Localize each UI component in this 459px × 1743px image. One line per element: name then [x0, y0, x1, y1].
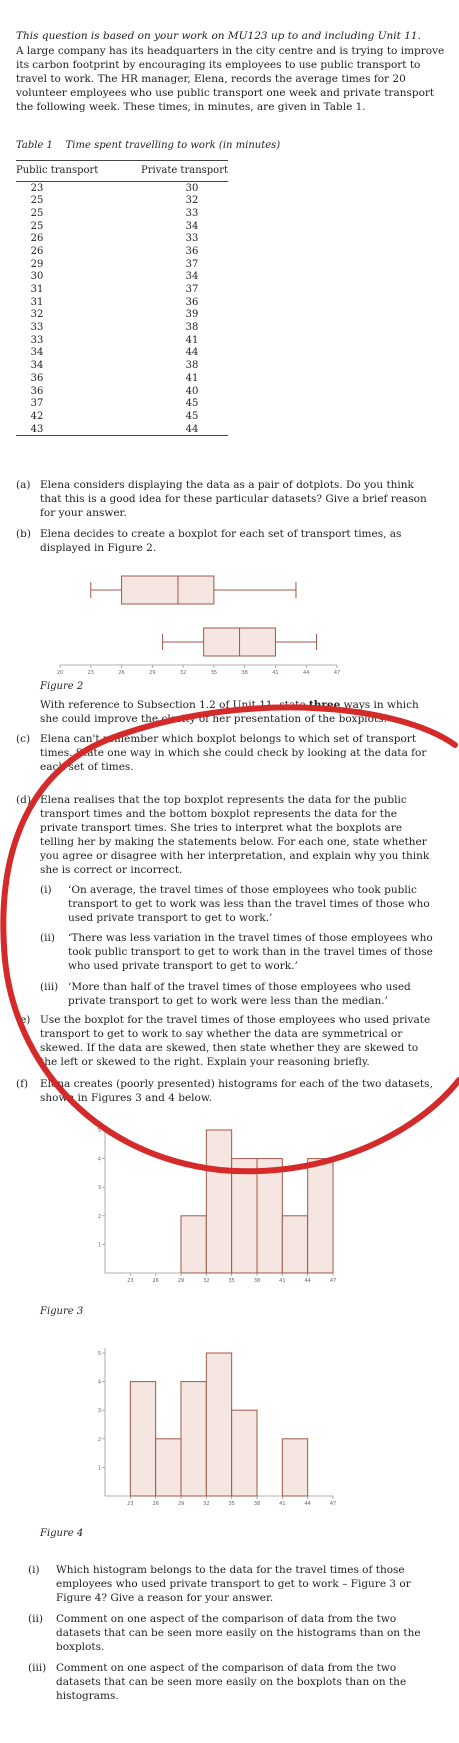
boxplot-figure	[56, 560, 380, 676]
figure-3-caption: Figure 3	[40, 1306, 84, 1317]
table-row	[16, 283, 228, 296]
cell-private: 41	[185, 334, 199, 346]
cell-private: 45	[185, 398, 199, 410]
y-tick-label: 5	[97, 1128, 101, 1134]
x-tick-label: 47	[333, 670, 341, 676]
histogram-bar	[206, 1130, 231, 1273]
table-caption: Table 1 Time spent travelling to work (in minutes)	[16, 140, 281, 151]
x-tick-label: 38	[241, 670, 248, 676]
question-f-ii	[28, 1612, 438, 1654]
question-text: Elena decides to create a boxplot for each set of transport times, as displayed in Figure 2.	[40, 528, 402, 554]
histogram-figure-4	[75, 1338, 375, 1518]
cell-private: 34	[185, 220, 199, 232]
table-header-public: Public transport	[16, 161, 116, 182]
table-row	[16, 220, 228, 233]
subquestion-text: ‘More than half of the travel times of those employees who used private transport to get to work were less than the median.’	[68, 981, 411, 1007]
cell-public: 34	[30, 360, 44, 372]
y-tick-label: 2	[97, 1213, 101, 1220]
x-tick-label: 44	[304, 1278, 311, 1284]
table-row	[16, 258, 228, 271]
data-table	[16, 160, 228, 436]
cell-private: 41	[185, 372, 199, 384]
question-d	[16, 793, 436, 877]
histogram-bar	[232, 1159, 257, 1273]
x-tick-label: 35	[228, 1501, 235, 1507]
subquestion-label: (ii)	[28, 1613, 43, 1625]
y-tick-label: 1	[97, 1465, 101, 1472]
x-tick-label: 41	[272, 670, 279, 676]
cell-public: 32	[30, 309, 44, 321]
question-d-ii	[40, 931, 436, 973]
table-row	[16, 334, 228, 347]
y-tick-label: 3	[97, 1185, 101, 1192]
y-tick-label: 4	[97, 1379, 101, 1386]
question-c	[16, 732, 436, 774]
cell-private: 45	[185, 410, 199, 422]
x-tick-label: 41	[279, 1501, 286, 1507]
x-tick-label: 23	[127, 1278, 134, 1284]
cell-public: 23	[30, 182, 44, 194]
x-tick-label: 41	[279, 1278, 286, 1284]
subquestion-label: (iii)	[28, 1662, 47, 1674]
x-tick-label: 32	[179, 670, 187, 676]
table-row	[16, 232, 228, 245]
y-tick-label: 5	[97, 1351, 101, 1357]
question-b	[16, 527, 436, 555]
table-row	[16, 181, 228, 194]
question-b-continued	[40, 698, 436, 726]
histogram-bar	[181, 1382, 206, 1496]
cell-public: 36	[30, 372, 44, 384]
y-tick-label: 1	[97, 1242, 101, 1249]
question-text: Use the boxplot for the travel times of those employees who used private transport to get to work to say whether the data are symmetrical or skewed. If the data are skewed, then state whether they are skewed to the left or skewed to the right. Explain your reasoning briefly.	[40, 1014, 431, 1068]
x-tick-label: 26	[118, 670, 125, 676]
y-tick-label: 4	[97, 1156, 101, 1163]
b-cont-bold: three	[308, 699, 341, 711]
table-row	[16, 423, 228, 436]
table-row	[16, 271, 228, 284]
intro-paragraph: A large company has its headquarters in the city centre and is trying to improve its carbon footprint by encouraging its employees to use public transport to travel to work. The HR manager, Elena, records the average times for 20 volunteer employees who use public transport one week and private transport the following week. These times, in minutes, are given in Table 1.	[16, 45, 445, 113]
cell-private: 44	[116, 423, 228, 436]
cell-public: 26	[30, 233, 44, 245]
question-f-iii	[28, 1661, 438, 1703]
table-row	[16, 372, 228, 385]
table-row	[16, 359, 228, 372]
question-label: (e)	[16, 1014, 31, 1026]
subquestion-text: Comment on one aspect of the comparison of data from the two datasets that can be seen more easily on the boxplots than on the histograms.	[56, 1662, 407, 1702]
histogram-bar	[130, 1382, 155, 1496]
question-text: Elena creates (poorly presented) histograms for each of the two datasets, shown in Figures 3 and 4 below.	[40, 1078, 433, 1104]
table-row	[16, 296, 228, 309]
histogram-bar	[181, 1216, 206, 1273]
histogram-bar	[308, 1159, 333, 1273]
cell-public: 37	[30, 398, 44, 410]
cell-private: 32	[185, 195, 199, 207]
question-text: Elena can't remember which boxplot belongs to which set of transport times. State one way in which she could check by looking at the data for each set of times.	[40, 733, 427, 773]
question-d-i	[40, 883, 436, 925]
cell-private: 39	[185, 309, 199, 321]
cell-private: 37	[185, 258, 199, 270]
x-tick-label: 44	[303, 670, 310, 676]
cell-public: 36	[30, 385, 44, 397]
x-tick-label: 23	[127, 1501, 134, 1507]
cell-private: 36	[185, 296, 199, 308]
subquestion-text: Comment on one aspect of the comparison of data from the two datasets that can be seen more easily on the histograms than on the boxplots.	[56, 1613, 421, 1653]
subquestion-label: (i)	[28, 1564, 40, 1576]
y-tick-label: 2	[97, 1436, 101, 1443]
question-e	[16, 1013, 436, 1069]
cell-public: 31	[30, 296, 44, 308]
cell-public: 31	[30, 284, 44, 296]
cell-private: 38	[185, 360, 199, 372]
question-label: (a)	[16, 479, 31, 491]
intro-line: This question is based on your work on MU123 up to and including Unit 11.	[16, 30, 421, 42]
x-tick-label: 35	[210, 670, 218, 676]
cell-public: 43	[16, 423, 116, 436]
cell-public: 42	[30, 410, 44, 422]
subquestion-text: ‘On average, the travel times of those employees who took public transport to get to work was less than the travel times of those who used private transport to get to work.’	[68, 884, 430, 924]
cell-private: 33	[185, 207, 199, 219]
question-text: Elena realises that the top boxplot represents the data for the public transport times and the bottom boxplot represents the data for the private transport times. She tries to interpret what the boxplots are telling her by making the statements below. For each one, state whether you agree or disagree with her interpretation, and explain why you think she is correct or incorrect.	[40, 794, 430, 876]
cell-private: 37	[185, 284, 199, 296]
subquestion-text: Which histogram belongs to the data for the travel times of those employees who used private transport to get to work – Figure 3 or Figure 4? Give a reason for your answer.	[56, 1564, 411, 1604]
question-f-i	[28, 1563, 438, 1605]
box	[122, 576, 214, 604]
table-row	[16, 397, 228, 410]
question-label: (c)	[16, 733, 31, 745]
cell-public: 25	[30, 195, 44, 207]
histogram-bar	[156, 1439, 181, 1496]
question-text: Elena considers displaying the data as a pair of dotplots. Do you think that this is a good idea for these particular datasets? Give a brief reason for your answer.	[40, 479, 427, 519]
x-tick-label: 23	[87, 670, 94, 676]
y-tick-label: 3	[97, 1408, 101, 1415]
table-row	[16, 207, 228, 220]
cell-public: 29	[30, 258, 44, 270]
x-tick-label: 29	[177, 1501, 185, 1507]
figure-2-caption: Figure 2	[40, 681, 84, 692]
cell-private: 33	[185, 233, 199, 245]
figure-4-caption: Figure 4	[40, 1528, 84, 1539]
cell-public: 34	[30, 347, 44, 359]
cell-private: 40	[185, 385, 199, 397]
x-tick-label: 38	[253, 1501, 261, 1507]
question-d-iii	[40, 980, 436, 1008]
histogram-bar	[257, 1159, 282, 1273]
question-label: (d)	[16, 794, 31, 806]
x-tick-label: 32	[203, 1278, 210, 1284]
x-tick-label: 26	[152, 1501, 159, 1507]
cell-private: 36	[185, 245, 199, 257]
cell-private: 38	[185, 322, 199, 334]
table-row	[16, 194, 228, 207]
x-tick-label: 38	[253, 1278, 261, 1284]
b-cont-text-2: ways in which she could improve the clarity of her presentation of the boxplots.	[40, 699, 419, 725]
question-label: (b)	[16, 528, 31, 540]
x-tick-label: 29	[177, 1278, 185, 1284]
cell-private: 34	[185, 271, 199, 283]
question-f	[16, 1077, 436, 1105]
question-label: (f)	[16, 1078, 29, 1090]
x-tick-label: 44	[304, 1501, 311, 1507]
histogram-figure-3	[75, 1115, 375, 1295]
x-tick-label: 26	[152, 1278, 159, 1284]
table-header-private: Private transport	[116, 161, 228, 182]
table-row	[16, 347, 228, 360]
cell-public: 30	[30, 271, 44, 283]
question-a	[16, 478, 436, 520]
cell-public: 33	[30, 322, 44, 334]
histogram-bar	[232, 1410, 257, 1496]
x-tick-label: 47	[329, 1501, 337, 1507]
subquestion-label: (iii)	[40, 981, 59, 993]
cell-private: 30	[185, 182, 199, 194]
cell-public: 33	[30, 334, 44, 346]
cell-public: 26	[30, 245, 44, 257]
cell-public: 25	[30, 207, 44, 219]
table-row	[16, 245, 228, 258]
subquestion-label: (ii)	[40, 932, 55, 944]
histogram-bar	[282, 1439, 307, 1496]
b-cont-text-1: With reference to Subsection 1.2 of Unit 11, state	[40, 699, 309, 711]
cell-private: 44	[185, 347, 199, 359]
x-tick-label: 20	[56, 670, 64, 676]
x-tick-label: 32	[203, 1501, 210, 1507]
x-tick-label: 47	[329, 1278, 337, 1284]
histogram-bar	[206, 1353, 231, 1496]
histogram-bar	[282, 1216, 307, 1273]
table-row	[16, 321, 228, 334]
table-row	[16, 410, 228, 423]
subquestion-label: (i)	[40, 884, 52, 896]
x-tick-label: 35	[228, 1278, 235, 1284]
table-row	[16, 309, 228, 322]
cell-public: 25	[30, 220, 44, 232]
subquestion-text: ‘There was less variation in the travel times of those employees who took public transport to get to work than in the travel times of those who used private transport to get to work.’	[68, 932, 433, 972]
x-tick-label: 29	[149, 670, 156, 676]
table-row	[16, 385, 228, 398]
